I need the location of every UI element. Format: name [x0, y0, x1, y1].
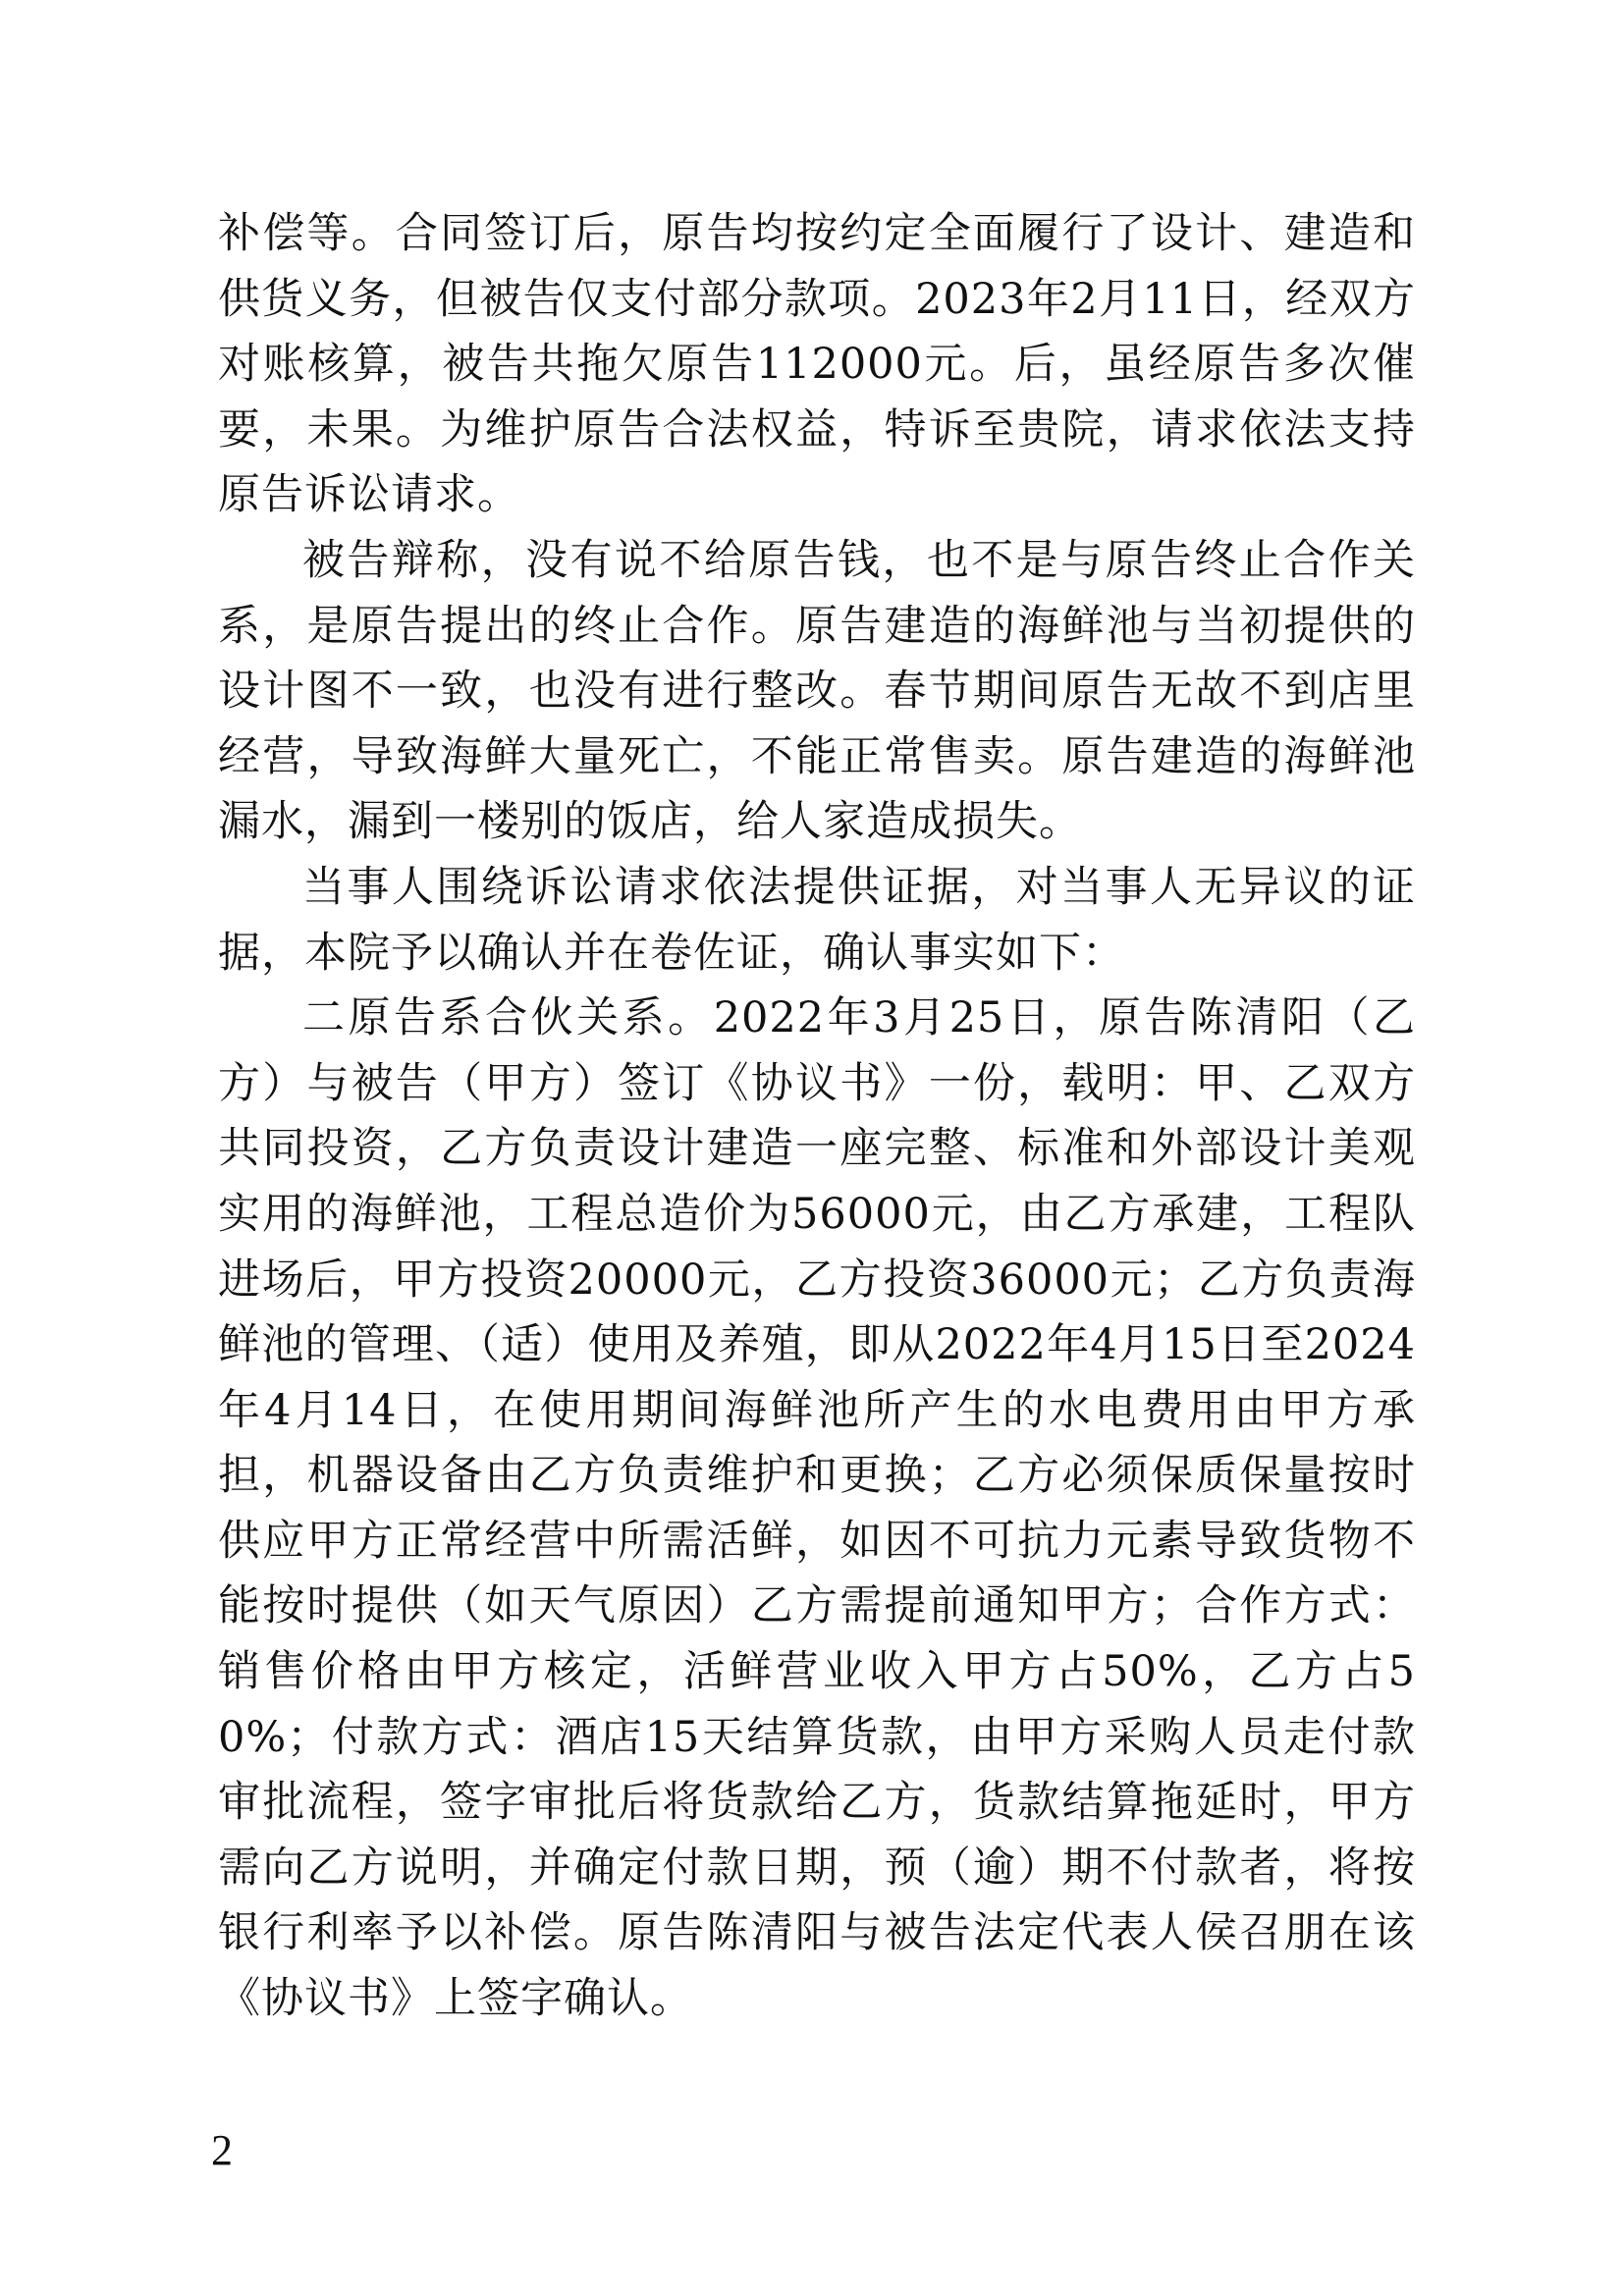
paragraph-facts-agreement: 二原告系合伙关系。2022年3月25日，原告陈清阳（乙方）与被告（甲方）签订《协议书》一份，载明：甲、乙双方共同投资，乙方负责设计建造一座完整、标准和外部设计美观实用的海鲜池，工程总造价为56000元，由乙方承建，工程队进场后，甲方投资20000元，乙方投资36000元；乙方负责海鲜池的管理、（适）使用及养殖，即从2022年4月15日至2024年4月14日，在使用期间海鲜池所产生的水电费用由甲方承担，机器设备由乙方负责维护和更换；乙方必须保质保量按时供应甲方正常经营中所需活鲜，如因不可抗力元素导致货物不能按时提供（如天气原因）乙方需提前通知甲方；合作方式：销售价格由甲方核定，活鲜营业收入甲方占50%，乙方占50%；付款方式：酒店15天结算货款，由甲方采购人员走付款审批流程，签字审批后将货款给乙方，货款结算拖延时，甲方需向乙方说明，并确定付款日期，预（逾）期不付款者，将按银行利率予以补偿。原告陈清阳与被告法定代表人侯召朋在该《协议书》上签字确认。 — [218, 993, 1416, 2024]
page-number: 2 — [211, 2126, 233, 2174]
document-body — [218, 201, 1416, 2032]
paragraph-plaintiff-claim: 补偿等。合同签订后，原告均按约定全面履行了设计、建造和供货义务，但被告仅支付部分款项。2023年2月11日，经双方对账核算，被告共拖欠原告112000元。后，虽经原告多次催要，未果。为维护原告合法权益，特诉至贵院，请求依法支持原告诉讼请求。 — [218, 209, 1416, 520]
paragraph-defendant-defense: 被告辩称，没有说不给原告钱，也不是与原告终止合作关系，是原告提出的终止合作。原告建造的海鲜池与当初提供的设计图不一致，也没有进行整改。春节期间原告无故不到店里经营，导致海鲜大量死亡，不能正常售卖。原告建造的海鲜池漏水，漏到一楼别的饭店，给人家造成损失。 — [218, 535, 1416, 847]
paragraph-evidence-statement: 当事人围绕诉讼请求依法提供证据，对当事人无异议的证据，本院予以确认并在卷佐证，确认事实如下： — [218, 862, 1416, 978]
